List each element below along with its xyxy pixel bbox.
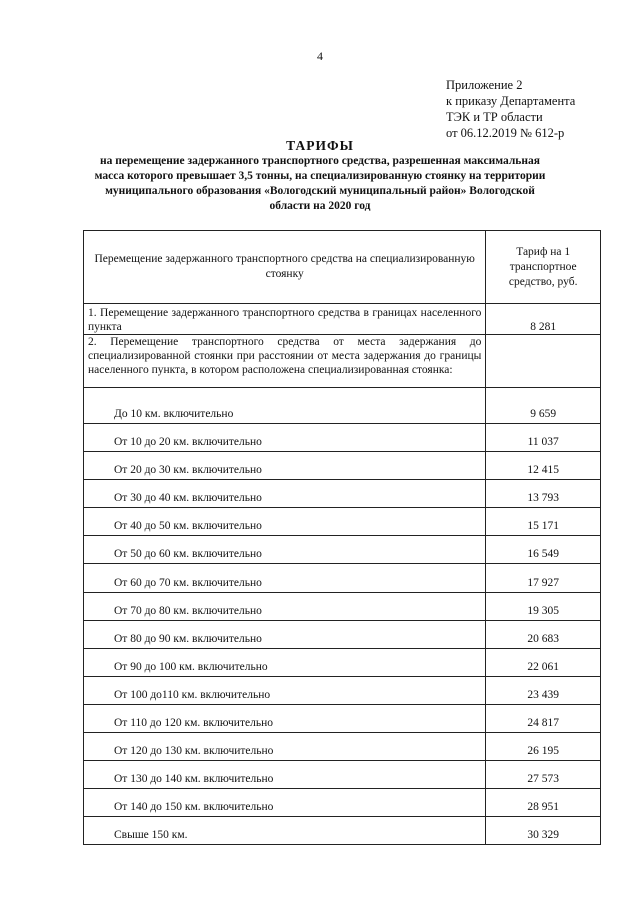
tariff-value: 23 439 — [486, 676, 601, 704]
distance-range-label: От 140 до 150 км. включительно — [84, 789, 486, 817]
distance-range-label: От 20 до 30 км. включительно — [84, 452, 486, 480]
distance-range-label: От 100 до110 км. включительно — [84, 676, 486, 704]
table-row — [84, 817, 601, 845]
distance-range-label: От 90 до 100 км. включительно — [84, 648, 486, 676]
tariff-table — [83, 230, 601, 845]
document-subtitle: на перемещение задержанного транспортного средства, разрешенная максимальная масса которого превышает 3,5 тонны, на специализированную стоянку на территории муниципального образования «Вологодский муниципальный район» Вологодской области на 2020 год — [94, 155, 546, 212]
distance-range-label: От 10 до 20 км. включительно — [84, 424, 486, 452]
annex-line: от 06.12.2019 № 612-р — [446, 126, 565, 140]
tariff-value: 30 329 — [486, 817, 601, 845]
item1-value: 8 281 — [486, 304, 601, 335]
page-number: 4 — [317, 49, 323, 63]
tariff-value: 20 683 — [486, 620, 601, 648]
table-row — [84, 761, 601, 789]
tariff-value: 12 415 — [486, 452, 601, 480]
distance-range-label: От 130 до 140 км. включительно — [84, 761, 486, 789]
tariff-value: 16 549 — [486, 536, 601, 564]
tariff-value: 13 793 — [486, 480, 601, 508]
distance-range-label: Свыше 150 км. — [84, 817, 486, 845]
table-row — [84, 592, 601, 620]
tariff-value: 24 817 — [486, 704, 601, 732]
distance-range-label: От 50 до 60 км. включительно — [84, 536, 486, 564]
distance-range-label: От 30 до 40 км. включительно — [84, 480, 486, 508]
distance-range-label: От 70 до 80 км. включительно — [84, 592, 486, 620]
item1-description: 1. Перемещение задержанного транспортного средства в границах населенного пункта — [84, 304, 486, 335]
tariff-value: 19 305 — [486, 592, 601, 620]
table-row — [84, 480, 601, 508]
table-row — [84, 789, 601, 817]
tariff-value: 22 061 — [486, 648, 601, 676]
table-row — [84, 536, 601, 564]
table-row — [84, 648, 601, 676]
table-row — [84, 388, 601, 424]
table-row — [84, 508, 601, 536]
table-row — [84, 733, 601, 761]
distance-range-label: От 60 до 70 км. включительно — [84, 564, 486, 592]
item2-description: 2. Перемещение транспортного средства от места задержания до специализированной стоянки при расстоянии от места задержания до границы населенного пункта, в котором расположена специализированная стоянка: — [84, 335, 486, 388]
table-row — [84, 335, 601, 388]
annex-block — [446, 77, 575, 141]
distance-range-label: От 80 до 90 км. включительно — [84, 620, 486, 648]
annex-line: Приложение 2 — [446, 78, 523, 92]
tariff-value: 28 951 — [486, 789, 601, 817]
annex-line: ТЭК и ТР области — [446, 110, 543, 124]
header-tariff-cell: Тариф на 1 транспортное средство, руб. — [486, 231, 601, 304]
table-row — [84, 452, 601, 480]
table-row — [84, 304, 601, 335]
table-row — [84, 564, 601, 592]
distance-range-label: От 110 до 120 км. включительно — [84, 704, 486, 732]
table-row — [84, 704, 601, 732]
table-row — [84, 676, 601, 704]
distance-range-label: От 40 до 50 км. включительно — [84, 508, 486, 536]
document-title: ТАРИФЫ — [286, 138, 354, 153]
tariff-value: 27 573 — [486, 761, 601, 789]
tariff-value: 17 927 — [486, 564, 601, 592]
table-header-row — [84, 231, 601, 304]
table-row — [84, 424, 601, 452]
table-row — [84, 620, 601, 648]
header-description-cell: Перемещение задержанного транспортного средства на специализированную стоянку — [84, 231, 486, 304]
tariff-value: 11 037 — [486, 424, 601, 452]
distance-range-label: От 120 до 130 км. включительно — [84, 733, 486, 761]
tariff-value: 15 171 — [486, 508, 601, 536]
item2-value — [486, 335, 601, 388]
tariff-value: 26 195 — [486, 733, 601, 761]
annex-line: к приказу Департамента — [446, 94, 576, 108]
tariff-value: 9 659 — [486, 388, 601, 424]
distance-range-label: До 10 км. включительно — [84, 388, 486, 424]
